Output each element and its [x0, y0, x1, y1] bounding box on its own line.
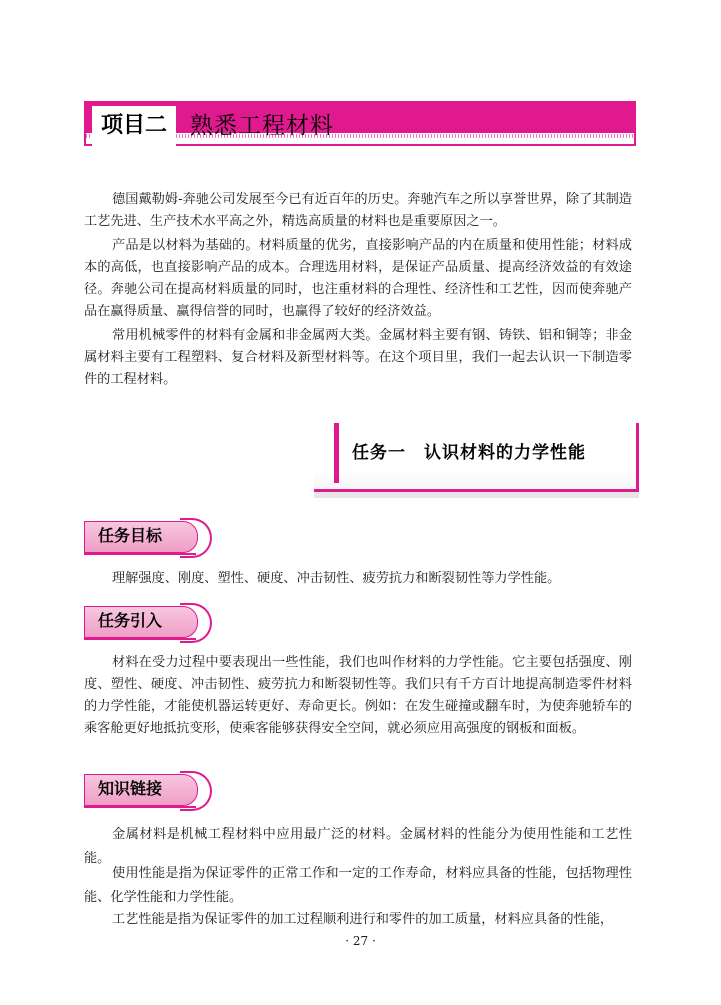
knowledge-paragraph: 工艺性能是指为保证零件的加工过程顺利进行和零件的加工质量，材料应具备的性能， [112, 912, 614, 927]
intro-section-text: 材料在受力过程中要表现出一些性能，我们也叫作材料的力学性能。它主要包括强度、刚度、塑性、硬度、冲击韧性、疲劳抗力和断裂韧性等。我们只有千方百计地提高制造零件材料的力学性能，才能使机器运转更好、寿命更长。例如：在发生碰撞或翻车时，为使奔驰轿车的乘客舱更好地抵抗变形，使乘客能够获得安全空间，就必须应用高强度的钢板和面板。 [84, 655, 632, 736]
intro-paragraph: 常用机械零件的材料有金属和非金属两大类。金属材料主要有钢、铸铁、铝和铜等；非金属材料主要有工程塑料、复合材料及新型材料等。在这个项目里，我们一起去认识一下制造零件的工程材料。 [84, 328, 632, 387]
section-tab-knowledge [84, 774, 214, 808]
knowledge-paragraph: 使用性能是指为保证零件的正常工作和一定的工作寿命，材料应具备的性能，包括物理性能、化学性能和力学性能。 [84, 866, 632, 905]
knowledge-paragraph: 金属材料是机械工程材料中应用最广泛的材料。金属材料的性能分为使用性能和工艺性能。 [84, 827, 632, 866]
section-tab-label: 任务目标 [98, 526, 163, 545]
section-tab-label: 任务引入 [98, 611, 163, 630]
intro-paragraph: 德国戴勒姆-奔驰公司发展至今已有近百年的历史。奔驰汽车之所以享誉世界，除了其制造工艺先进、生产技术水平高之外，精选高质量的材料也是重要原因之一。 [84, 192, 632, 229]
task-header-accent-bar [334, 423, 339, 483]
page-number: · 27 · [345, 934, 376, 948]
project-title: 熟悉工程材料 [190, 113, 334, 139]
section-tab-goal [84, 521, 214, 555]
intro-paragraph: 产品是以材料为基础的。材料质量的优劣，直接影响产品的内在质量和使用性能；材料成本的高低，也直接影响产品的成本。合理选用材料，是保证产品质量、提高经济效益的有效途径。奔驰公司在提高材料质量的同时，也注重材料的合理性、经济性和工艺性，因而使奔驰产品在赢得质量、赢得信誉的同时，也赢得了较好的经济效益。 [84, 238, 632, 319]
project-number-label: 项目二 [92, 106, 176, 146]
task-title: 任务一 认识材料的力学性能 [352, 443, 586, 463]
section-tab-intro [84, 606, 214, 640]
section-tab-label: 知识链接 [98, 779, 163, 798]
goal-text: 理解强度、刚度、塑性、硬度、冲击韧性、疲劳抗力和断裂韧性等力学性能。 [112, 571, 561, 586]
